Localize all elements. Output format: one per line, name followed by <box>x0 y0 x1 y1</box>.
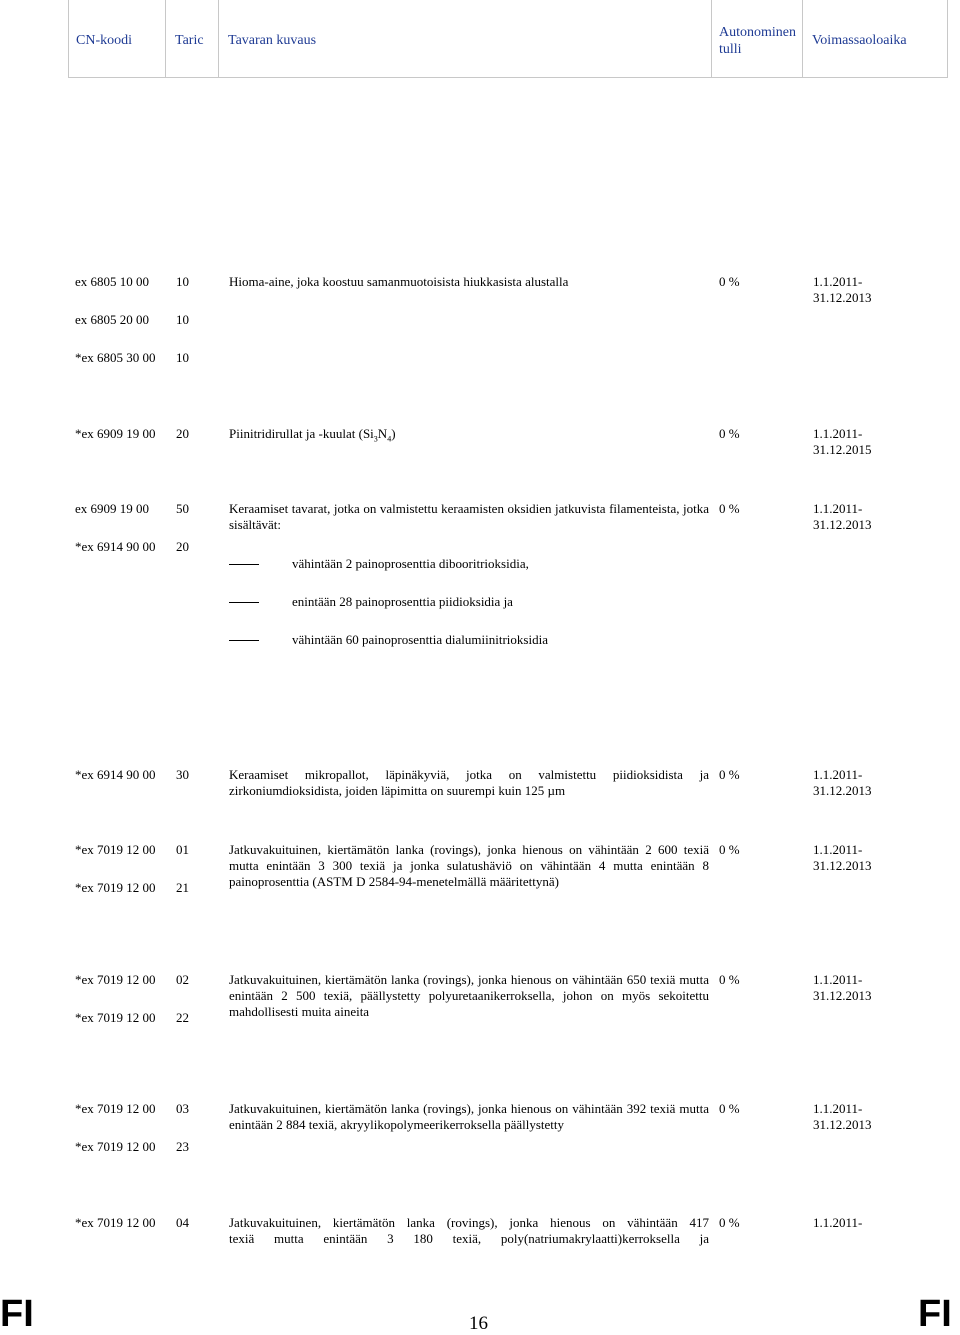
taric-code: 03 <box>176 1101 189 1116</box>
validity-from: 1.1.2011- <box>813 767 863 782</box>
language-mark-left: FI <box>0 1293 34 1335</box>
header-taric: Taric <box>175 33 204 48</box>
validity-from: 1.1.2011- <box>813 274 863 289</box>
cn-code: ex 6909 19 00 <box>75 501 150 516</box>
cn-code: *ex 6805 30 00 <box>75 350 156 365</box>
list-item: enintään 28 painoprosenttia piidioksidia ja <box>292 594 513 609</box>
duty-rate: 0 % <box>719 1215 740 1230</box>
header-divider <box>218 0 219 78</box>
taric-code: 20 <box>176 539 189 554</box>
header-cn-code: CN-koodi <box>76 33 132 48</box>
header-divider <box>165 0 166 78</box>
cn-code: *ex 6914 90 00 <box>75 539 156 554</box>
duty-rate: 0 % <box>719 426 740 441</box>
taric-code: 30 <box>176 767 189 782</box>
list-item: vähintään 2 painoprosenttia dibooritrioksidia, <box>292 556 529 571</box>
taric-code: 21 <box>176 880 189 895</box>
taric-code: 02 <box>176 972 189 987</box>
duty-rate: 0 % <box>719 501 740 516</box>
taric-code: 22 <box>176 1010 189 1025</box>
taric-code: 50 <box>176 501 189 516</box>
header-divider <box>68 0 69 78</box>
cn-code: ex 6805 20 00 <box>75 312 150 327</box>
duty-rate: 0 % <box>719 1101 740 1116</box>
header-description: Tavaran kuvaus <box>228 33 317 48</box>
description: Jatkuvakuituinen, kiertämätön lanka (rovings), jonka hienous on vähintään 650 texiä mutta enintään 2 500 texiä, päällystetty polyuretaanikerroksella, johon on myös sekoitettu mahdollisesti muita aineita <box>229 972 709 1019</box>
validity-from: 1.1.2011- <box>813 1215 863 1230</box>
description-line: Jatkuvakuituinen, kiertämätön lanka (rovings), jonka hienous on vähintään 417 <box>229 1215 709 1230</box>
cn-code: *ex 6914 90 00 <box>75 767 156 782</box>
header-duty-line2: tulli <box>719 42 742 57</box>
validity-to: 31.12.2013 <box>813 858 872 873</box>
description: Keraamiset tavarat, jotka on valmistettu keraamisten oksidien jatkuvista filamenteista, jotka sisältävät: <box>229 501 709 532</box>
validity-from: 1.1.2011- <box>813 842 863 857</box>
header-divider <box>947 0 948 78</box>
cn-code: *ex 7019 12 00 <box>75 842 156 857</box>
taric-code: 10 <box>176 312 189 327</box>
taric-code: 10 <box>176 350 189 365</box>
language-mark-right: FI <box>918 1293 952 1335</box>
description: Jatkuvakuituinen, kiertämätön lanka (rovings), jonka hienous on vähintään 2 600 texiä mutta enintään 3 300 texiä ja jonka sulatushäviö on vähintään 4 mutta enintään 8 painoprosenttia (ASTM D 2584-94-menetelmällä määritettynä) <box>229 842 709 889</box>
cn-code: ex 6805 10 00 <box>75 274 150 289</box>
validity-from: 1.1.2011- <box>813 501 863 516</box>
validity-to: 31.12.2015 <box>813 442 872 457</box>
taric-code: 20 <box>176 426 189 441</box>
cn-code: *ex 7019 12 00 <box>75 1139 156 1154</box>
taric-code: 23 <box>176 1139 189 1154</box>
cn-code: *ex 7019 12 00 <box>75 1215 156 1230</box>
table-header <box>68 0 948 78</box>
description-line: texiä mutta enintään 3 180 texiä, poly(natriumakrylaatti)kerroksella ja <box>229 1231 709 1246</box>
cn-code: *ex 7019 12 00 <box>75 972 156 987</box>
validity-from: 1.1.2011- <box>813 972 863 987</box>
validity-to: 31.12.2013 <box>813 517 872 532</box>
cn-code: *ex 7019 12 00 <box>75 1101 156 1116</box>
duty-rate: 0 % <box>719 972 740 987</box>
validity-from: 1.1.2011- <box>813 1101 863 1116</box>
duty-rate: 0 % <box>719 274 740 289</box>
cn-code: *ex 7019 12 00 <box>75 1010 156 1025</box>
duty-rate: 0 % <box>719 767 740 782</box>
header-bottom-rule <box>68 77 948 78</box>
taric-code: 04 <box>176 1215 189 1230</box>
description: Jatkuvakuituinen, kiertämätön lanka (rovings), jonka hienous on vähintään 392 texiä mutta enintään 2 884 texiä, akryylikopolymeerikerroksella päällystetty <box>229 1101 709 1132</box>
taric-code: 01 <box>176 842 189 857</box>
header-divider <box>711 0 712 78</box>
description: Hioma-aine, joka koostuu samanmuotoisista hiukkasista alustalla <box>229 274 569 289</box>
list-dash <box>229 564 259 565</box>
description: Piinitridirullat ja -kuulat $(Si_3N_4)$ <box>229 426 396 444</box>
taric-code: 10 <box>176 274 189 289</box>
header-divider <box>802 0 803 78</box>
validity-to: 31.12.2013 <box>813 988 872 1003</box>
validity-from: 1.1.2011- <box>813 426 863 441</box>
page-number: 16 <box>469 1313 488 1334</box>
list-item: vähintään 60 painoprosenttia dialumiinitrioksidia <box>292 632 548 647</box>
validity-to: 31.12.2013 <box>813 783 872 798</box>
duty-rate: 0 % <box>719 842 740 857</box>
validity-to: 31.12.2013 <box>813 290 872 305</box>
list-dash <box>229 640 259 641</box>
cn-code: *ex 7019 12 00 <box>75 880 156 895</box>
cn-code: *ex 6909 19 00 <box>75 426 156 441</box>
description: Keraamiset mikropallot, läpinäkyviä, jotka on valmistettu piidioksidista ja zirkoniumdioksidista, joiden läpimitta on suurempi kuin 125 µm <box>229 767 709 798</box>
list-dash <box>229 602 259 603</box>
header-validity: Voimassaoloaika <box>812 33 907 48</box>
header-duty-line1: Autonominen <box>719 25 796 40</box>
validity-to: 31.12.2013 <box>813 1117 872 1132</box>
